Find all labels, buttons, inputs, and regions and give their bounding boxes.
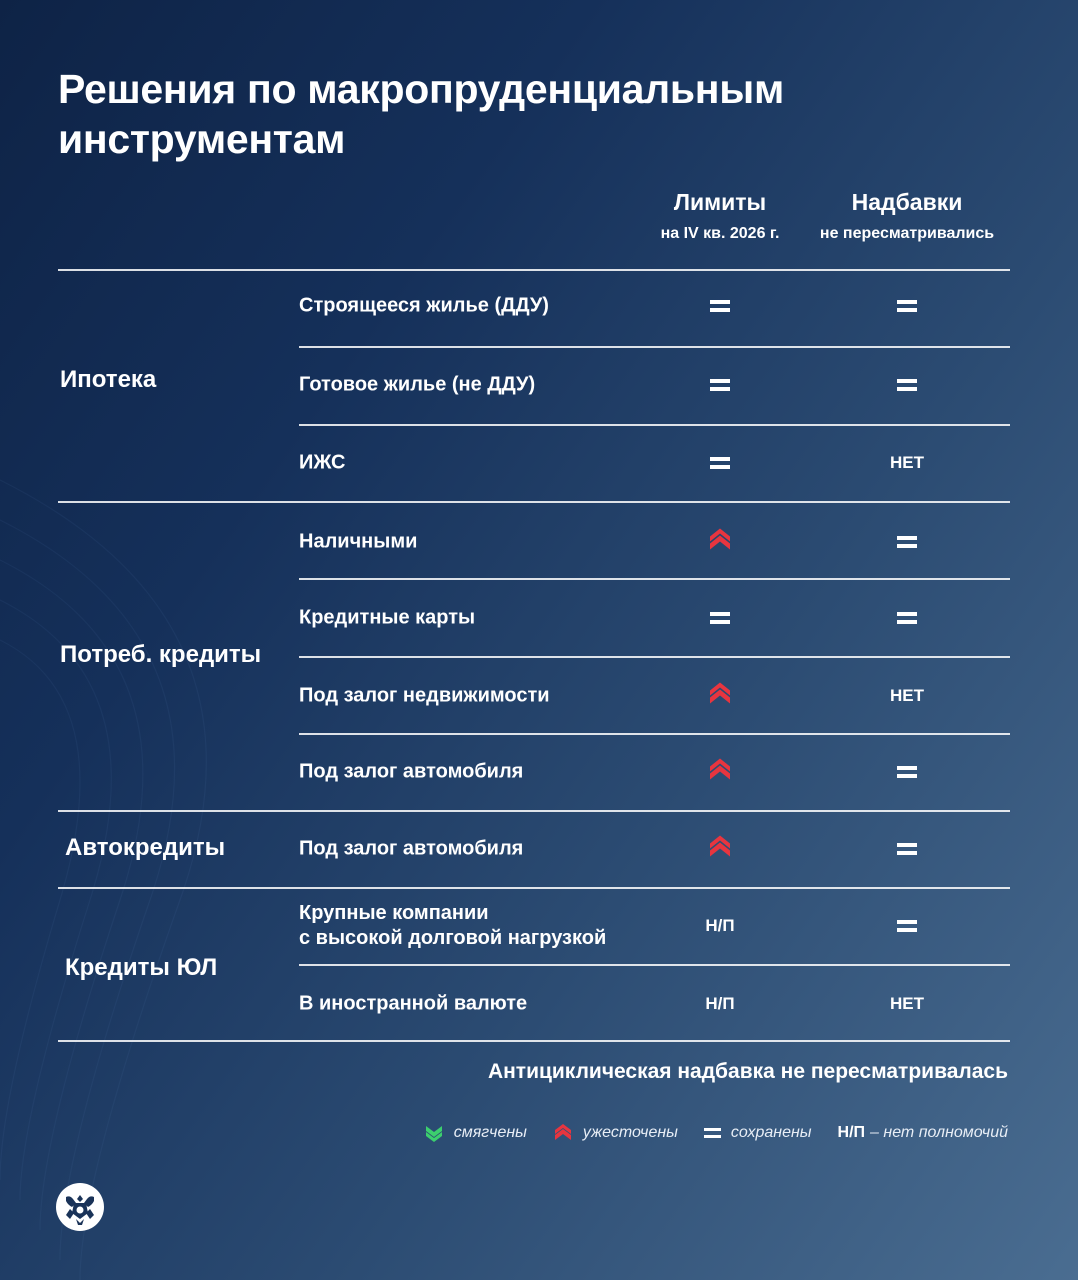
row-label: Под залог недвижимости [299,684,550,707]
group-label: Ипотека [60,366,157,393]
legend-item-eased [424,1124,527,1142]
row-divider [299,733,1010,735]
double-chevron-up-icon [708,758,732,782]
column-header-limits [640,188,800,244]
double-chevron-up-icon [708,835,732,859]
group-divider [58,1040,1010,1042]
legend-item-tightened [553,1124,678,1142]
group-label: Автокредиты [65,834,226,861]
buffers-cell [890,994,924,1014]
column-header-buffers [807,188,1007,244]
group-divider [58,887,1010,889]
limits-cell [710,611,730,625]
limits-cell [705,916,734,936]
column-title-buffers: Надбавки [851,189,963,215]
double-chevron-down-icon [424,1124,444,1142]
cell-text: Н/П [705,916,735,935]
legend-abbr-np: Н/П [837,1124,866,1141]
equals-icon [710,378,730,392]
limits-cell [710,456,730,470]
legend-item-kept [704,1124,812,1142]
group-label: Кредиты ЮЛ [65,954,218,981]
group-divider [58,501,1010,503]
legend-item-no-authority [838,1124,1008,1142]
row-label: Крупные компании с высокой долговой нагрузкой [299,902,607,949]
buffers-cell [897,765,917,779]
row-divider [299,424,1010,426]
buffers-cell [897,611,917,625]
equals-icon [704,1127,721,1139]
equals-icon [897,535,917,549]
limits-cell [710,299,730,313]
legend-label-tightened: ужесточены [582,1124,678,1141]
cell-text: НЕТ [890,453,924,472]
row-label: Под залог автомобиля [299,760,524,783]
row-divider [299,656,1010,658]
equals-icon [710,456,730,470]
limits-cell [708,835,732,864]
equals-icon [710,299,730,313]
group-divider [58,810,1010,812]
buffers-cell [890,453,924,473]
limits-cell [708,682,732,711]
equals-icon [897,378,917,392]
row-label: Под залог автомобиля [299,837,524,860]
legend-label-eased: смягчены [453,1124,527,1141]
countercyclical-note: Антициклическая надбавка не пересматривалась [487,1060,1008,1083]
buffers-cell [897,299,917,313]
equals-icon [897,299,917,313]
cell-text: Н/П [705,994,735,1013]
row-label: Строящееся жилье (ДДУ) [299,294,549,317]
limits-cell [708,758,732,787]
limits-cell [708,528,732,557]
buffers-cell [890,686,924,706]
row-divider [299,964,1010,966]
row-label: Кредитные карты [299,606,476,629]
cell-text: НЕТ [890,686,924,705]
double-chevron-up-icon [553,1124,573,1142]
cell-text: НЕТ [890,994,924,1013]
group-label: Потреб. кредиты [60,641,262,668]
legend-label-kept: сохранены [730,1124,812,1141]
row-label: Наличными [299,530,418,553]
equals-icon [710,611,730,625]
buffers-cell [897,535,917,549]
row-divider [299,578,1010,580]
buffers-cell [897,919,917,933]
double-chevron-up-icon [708,682,732,706]
buffers-cell [897,378,917,392]
buffers-cell [897,842,917,856]
column-title-limits: Лимиты [673,189,767,215]
legend-label-np: – нет полномочий [870,1124,1008,1141]
row-label: Готовое жилье (не ДДУ) [299,373,536,396]
limits-cell [705,994,734,1014]
row-divider [299,346,1010,348]
equals-icon [897,611,917,625]
row-label: ИЖС [299,451,346,474]
double-chevron-up-icon [708,528,732,552]
column-subtitle-limits: на IV кв. 2026 г. [660,225,780,242]
limits-cell [710,378,730,392]
row-label: В иностранной валюте [299,992,528,1015]
equals-icon [897,842,917,856]
equals-icon [897,765,917,779]
column-subtitle-buffers: не пересматривались [819,225,995,242]
group-divider [58,269,1010,271]
page-title: Решения по макропруденциальным инструментам [58,66,784,162]
equals-icon [897,919,917,933]
legend [398,1124,1008,1142]
double-headed-eagle-logo [56,1183,104,1231]
